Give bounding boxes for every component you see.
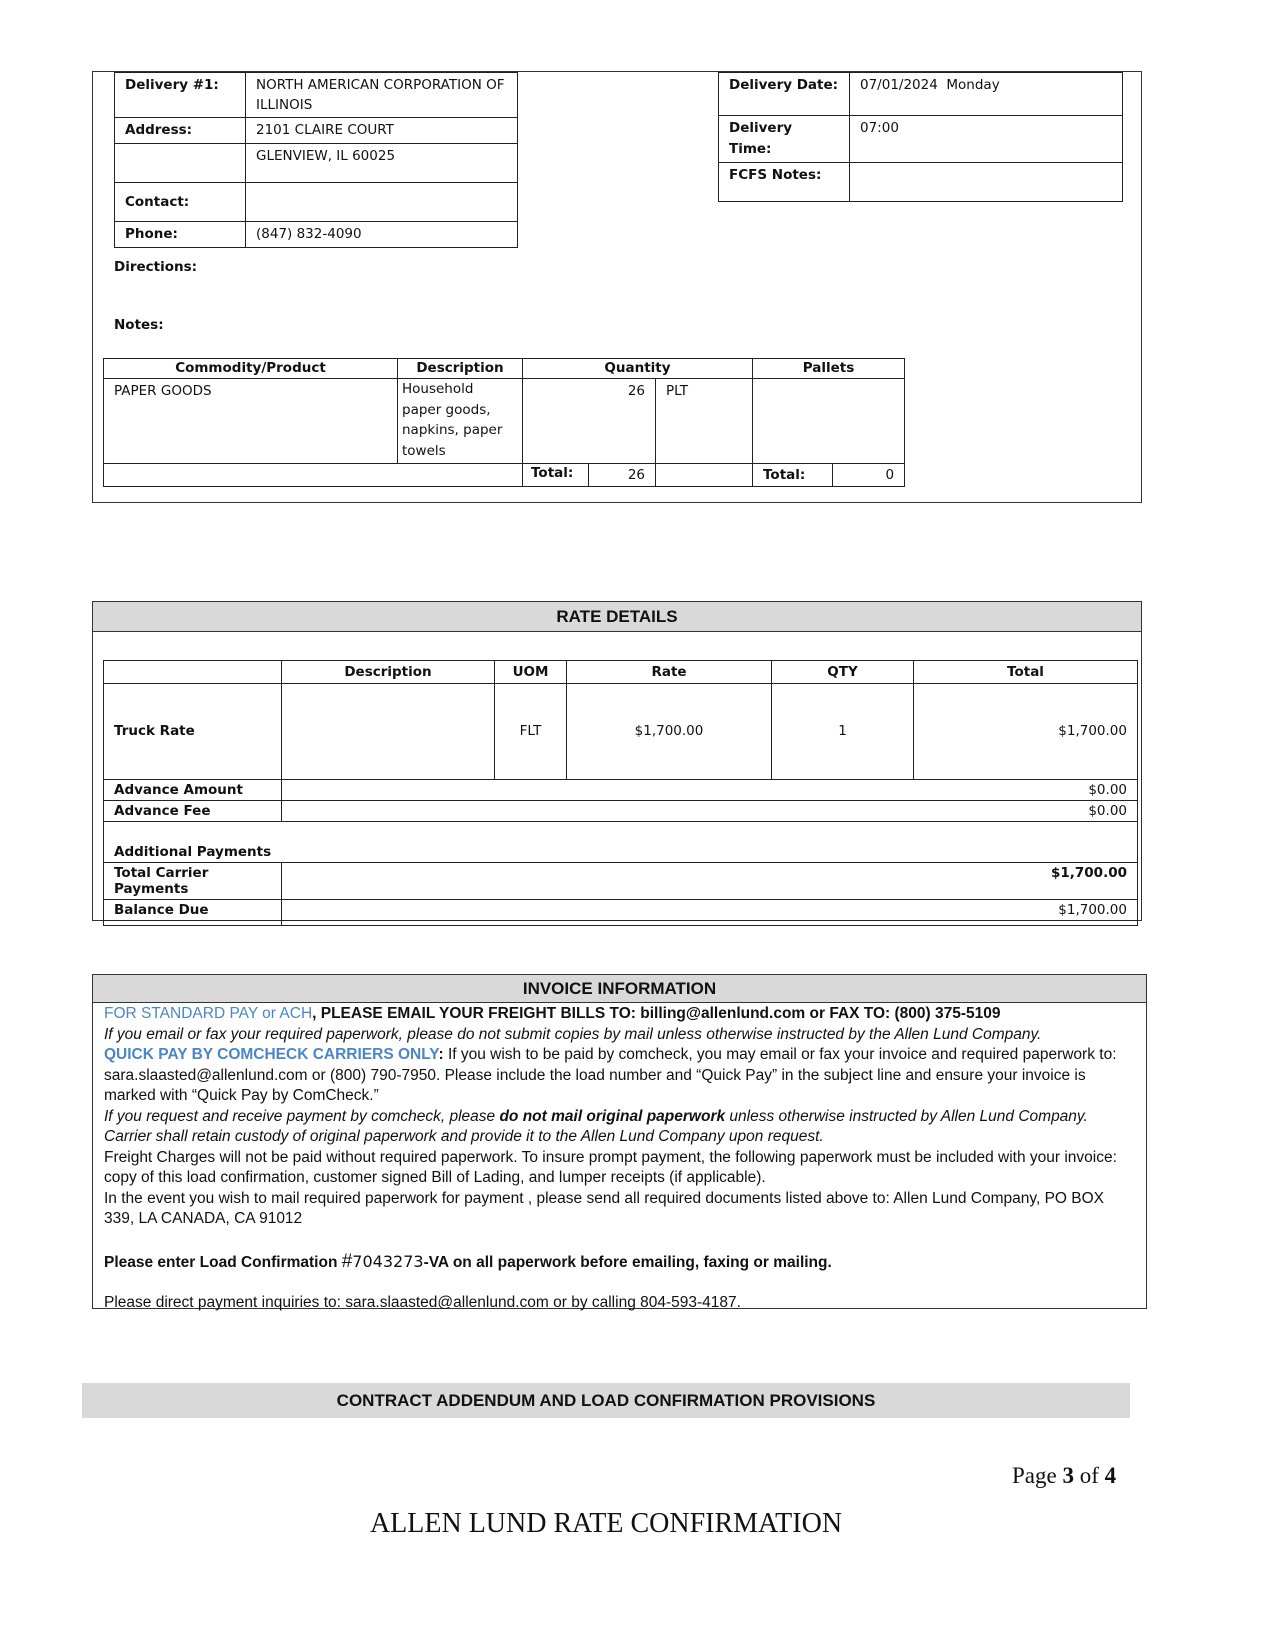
total-carrier-label: Total Carrier Payments	[104, 863, 282, 900]
invoice-section	[92, 974, 1147, 1309]
phone-label: Phone:	[115, 222, 246, 248]
invoice-body	[93, 1003, 1146, 1314]
fcfs-value	[850, 163, 1123, 202]
balance-due-value: $1,700.00	[282, 900, 1138, 921]
commodity-description: Household paper goods, napkins, paper towels	[398, 379, 523, 464]
rate-header-description: Description	[282, 661, 495, 684]
delivery-time-label: Delivery Time:	[719, 116, 850, 163]
commodity-total-qty: 26	[589, 464, 656, 487]
advance-fee-label: Advance Fee	[104, 801, 282, 822]
rate-blank-right	[282, 921, 1138, 926]
truck-rate-qty: 1	[772, 684, 914, 780]
delivery-date-value: 07/01/2024 Monday	[850, 73, 1123, 116]
advance-amount-value: $0.00	[282, 780, 1138, 801]
truck-rate-uom: FLT	[495, 684, 567, 780]
quick-pay-heading: QUICK PAY BY COMCHECK CARRIERS ONLY	[104, 1046, 439, 1063]
advance-amount-label: Advance Amount	[104, 780, 282, 801]
truck-rate-total: $1,700.00	[914, 684, 1138, 780]
pallets-total-value: 0	[833, 464, 905, 487]
delivery-label: Delivery #1:	[115, 73, 246, 118]
delivery-name: NORTH AMERICAN CORPORATION OF ILLINOIS	[246, 73, 518, 118]
standard-pay-heading: FOR STANDARD PAY or ACH	[104, 1005, 313, 1022]
invoice-italic-note: If you email or fax your required paperwork, please do not submit copies by mail unless otherwise instructed by the Allen Lund Company.	[104, 1025, 1042, 1043]
freight-charges-text: Freight Charges will not be paid without required paperwork. To insure prompt payment, the following paperwork must be included with your invoice: copy of this load confirmation, customer signed Bill of Lading, and lumper receipts (if applicable).	[104, 1148, 1117, 1186]
invoice-title: INVOICE INFORMATION	[93, 975, 1146, 1003]
commodity-total-unit-blank	[656, 464, 753, 487]
contact-value	[246, 183, 518, 222]
commodity-total-blank	[104, 464, 523, 487]
commodity-header-description: Description	[398, 359, 523, 379]
rate-header-rate: Rate	[567, 661, 772, 684]
commodity-total-label: Total:	[523, 464, 589, 487]
mail-paperwork-text: In the event you wish to mail required paperwork for payment , please send all required documents listed above to: Allen Lund Company, PO BOX 339, LA CANADA, CA 91012	[104, 1189, 1105, 1227]
total-carrier-value: $1,700.00	[282, 863, 1138, 900]
rate-table	[103, 660, 1138, 926]
commodity-table	[103, 358, 905, 487]
address-blank	[115, 144, 246, 183]
fcfs-label: FCFS Notes:	[719, 163, 850, 202]
commodity-pallets	[753, 379, 905, 464]
truck-rate-rate: $1,700.00	[567, 684, 772, 780]
load-confirmation-line: Please enter Load Confirmation #7043273-VA on all paperwork before emailing, faxing or mailing.	[104, 1250, 832, 1272]
notes-label: Notes:	[114, 317, 164, 333]
commodity-header-quantity: Quantity	[523, 359, 753, 379]
rate-header-qty: QTY	[772, 661, 914, 684]
delivery-info-table	[114, 72, 518, 248]
page-number: Page 3 of 4	[1012, 1463, 1117, 1488]
directions-label: Directions:	[114, 259, 198, 275]
rate-details-title: RATE DETAILS	[93, 602, 1141, 632]
delivery-date-label: Delivery Date:	[719, 73, 850, 116]
payment-inquiries-text: Please direct payment inquiries to: sara.slaasted@allenlund.com or by calling 804-593-4187.	[104, 1294, 741, 1311]
footer-title: ALLEN LUND RATE CONFIRMATION	[369, 1508, 843, 1539]
truck-rate-label: Truck Rate	[104, 684, 282, 780]
address-line2: GLENVIEW, IL 60025	[246, 144, 518, 183]
commodity-header-pallets: Pallets	[753, 359, 905, 379]
additional-payments-label: Additional Payments	[104, 822, 1138, 863]
rate-header-total: Total	[914, 661, 1138, 684]
commodity-header-product: Commodity/Product	[104, 359, 398, 379]
truck-rate-description	[282, 684, 495, 780]
phone-value: (847) 832-4090	[246, 222, 518, 248]
pallets-total-label: Total:	[753, 464, 833, 487]
commodity-quantity: 26	[523, 379, 656, 464]
rate-header-uom: UOM	[495, 661, 567, 684]
address-label: Address:	[115, 118, 246, 144]
delivery-time-table	[718, 72, 1123, 202]
rate-blank-left	[104, 921, 282, 926]
address-line1: 2101 CLAIRE COURT	[246, 118, 518, 144]
quick-pay-paragraph: QUICK PAY BY COMCHECK CARRIERS ONLY: If you wish to be paid by comcheck, you may email or fax your invoice and required paperwork to: sara.slaasted@allenlund.com or (800) 790-7950. Please include the load number and “Quick Pay” in the subject line and ensure your invoice is marked with “Quick Pay by ComCheck.”	[104, 1046, 1117, 1104]
balance-due-label: Balance Due	[104, 900, 282, 921]
commodity-unit: PLT	[656, 379, 753, 464]
delivery-time-value: 07:00	[850, 116, 1123, 163]
quick-pay-text: If you wish to be paid by comcheck, you may email or fax your invoice and required paperwork to: sara.slaasted@allenlund.com or (800) 790-7950. Please include the load number and “Quick Pay” in the subject line and ensure your invoice is marked with “Quick Pay by ComCheck.”	[104, 1046, 1117, 1104]
addendum-title: CONTRACT ADDENDUM AND LOAD CONFIRMATION PROVISIONS	[82, 1383, 1130, 1418]
standard-pay-line	[104, 1004, 1136, 1025]
comcheck-italic-note: If you request and receive payment by comcheck, please do not mail original paperwork unless otherwise instructed by Allen Lund Company. Carrier shall retain custody of original paperwork and provide it to the Allen Lund Company upon request.	[104, 1107, 1088, 1145]
advance-fee-value: $0.00	[282, 801, 1138, 822]
commodity-product: PAPER GOODS	[104, 379, 398, 464]
rate-header-blank	[104, 661, 282, 684]
load-number: 7043273	[352, 1251, 424, 1271]
contact-label: Contact:	[115, 183, 246, 222]
standard-pay-text: , PLEASE EMAIL YOUR FREIGHT BILLS TO: billing@allenlund.com or FAX TO: (800) 375-5109	[312, 1005, 1001, 1022]
